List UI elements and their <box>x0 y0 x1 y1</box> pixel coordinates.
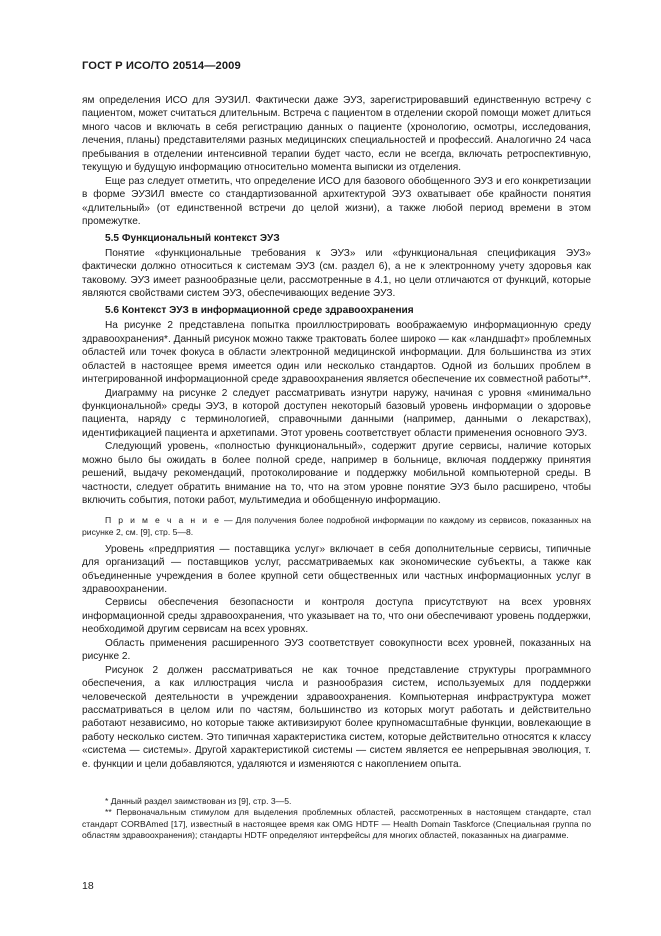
footnote-2: ** Первоначальным стимулом для выделения проблемных областей, рассмотренных в настоящем стандарте, стал стандарт CORBAmed [17], известный в настоящее время как OMG HDTF — Health Domain Taskforce (Специальная группа по областям здравоохранения); стандарты HDTF определяют интерфейсы для многих областей, показанных на диаграмме. <box>82 807 591 840</box>
note-text: — Для получения более подробной информации по каждому из сервисов, показанных на рисунке 2, см. [9], стр. 5—8. <box>82 514 591 537</box>
paragraph-5-5: Понятие «функциональные требования к ЭУЗ» или «функциональная спецификация ЭУЗ» фактически должно относиться к системам ЭУЗ (см. раздел 6), а не к электронному учету здоровья как таковому. ЭУЗ имеет разнообразные цели, рассмотренные в 4.1, но цели отличаются от функций, которые являются свойствами систем ЭУЗ, обеспечивающих ведение ЭУЗ. <box>82 247 591 300</box>
paragraph-5-6-g: Рисунок 2 должен рассматриваться не как точное представление структуры программного обеспечения, а как иллюстрация числа и разнообразия систем, используемых для поддержки человеческой деятельности в учреждении здравоохранения. Компьютерная инфраструктура может рассматриваться в целом или по частям, большинство из которых могут работать и действительно работают независимо, но которые также активизируют более крупномасштабные функции, вовлекающие в работу несколько систем. Это типичная характеристика систем, которые действительно относятся к классу «система — системы». Другой характеристикой системы — систем является ее непрерывная эволюция, т. е. функции и цели добавляются, удаляются и изменяются с накоплением опыта. <box>82 664 591 770</box>
paragraph-5-6-f: Область применения расширенного ЭУЗ соответствует совокупности всех уровней, показанных на рисунке 2. <box>82 637 591 663</box>
section-heading-5-5: 5.5 Функциональный контекст ЭУЗ <box>105 232 280 244</box>
note-label: П р и м е ч а н и е <box>105 514 221 525</box>
paragraph-5-6-d: Уровень «предприятия — поставщика услуг» включает в себя дополнительные сервисы, типичные для организаций — поставщиков услуг, рассматриваемых как экономические субъекты, а также как объединенные учреждения в более крупной сети общественных или частных информационных услуг в здравоохранении. <box>82 543 591 595</box>
document-header: ГОСТ Р ИСО/ТО 20514—2009 <box>82 60 241 72</box>
body-text <box>82 94 591 771</box>
paragraph-intro-2: Еще раз следует отметить, что определение ИСО для базового обобщенного ЭУЗ и его конкретизации в форме ЭУЗИЛ вместе со стандартизованной архитектурой ЭУЗ охватывает обе крайности понятия «длительный» (от единственной встречи до целой жизни), а также любой период времени в этом промежутке. <box>82 175 591 228</box>
paragraph-5-6-c: Следующий уровень, «полностью функциональный», содержит другие сервисы, наличие которых можно было бы ожидать в более полной среде, например в больнице, включая поддержку принятия решений, выдачу рекомендаций, протоколирование и поддержку мобильной компьютерной среды. В частности, следует обратить внимание на то, что на этом уровне понятие ЭУЗ было расширено, чтобы включить события, потоки работ, мультимедиа и обобщенную информацию. <box>82 441 591 507</box>
note <box>82 514 591 538</box>
page-number: 18 <box>82 880 94 892</box>
paragraph-intro-1: ям определения ИСО для ЭУЗИЛ. Фактически даже ЭУЗ, зарегистрировавший единственную встречу с пациентом, может считаться длительным. Встреча с пациентом в отделении скорой помощи может длиться много часов и включать в себя регистрацию данных о пациенте (хронологию, осмотры, исследования, лечения, планы) представителями разных медицинских специальностей и профессий. Аналогично 24 часа пребывания в отделении интенсивной терапии будет часто, если не всегда, включать ретроспективную, текущую и будущую информацию относительно момента выписки из отделения. <box>82 95 591 174</box>
paragraph-5-6-e: Сервисы обеспечения безопасности и контроля доступа присутствуют на всех уровнях информационной среды здравоохранения, что указывает на то, что они обеспечивают уровень поддержки, необходимой другим сервисам на всех уровнях. <box>82 597 591 636</box>
paragraph-5-6-a: На рисунке 2 представлена попытка проиллюстрировать воображаемую информационную среду здравоохранения*. Данный рисунок можно также трактовать более широко — как «ландшафт» проблемных областей или точек фокуса в области электронной медицинской информации. Для большинства из этих областей в настоящее время имеется один или несколько стандартов. Одной из больших проблем в интегрированной информационной среде здравоохранения является обеспечение их совместной работы**. <box>82 320 591 386</box>
footnotes <box>82 796 591 841</box>
section-heading-5-6: 5.6 Контекст ЭУЗ в информационной среде здравоохранения <box>105 304 414 316</box>
paragraph-5-6-b: Диаграмму на рисунке 2 следует рассматривать изнутри наружу, начиная с уровня «минимально функциональной» среды ЭУЗ, в которой доступен некоторый базовый уровень информации о здоровье пациента, наряду с терминологией, справочными данными (например, данными о лекарствах), идентификацией пациента и архетипами. Этот уровень соответствует области применения основного ЭУЗ. <box>82 387 591 439</box>
footnote-1: * Данный раздел заимствован из [9], стр. 3—5. <box>105 796 292 806</box>
